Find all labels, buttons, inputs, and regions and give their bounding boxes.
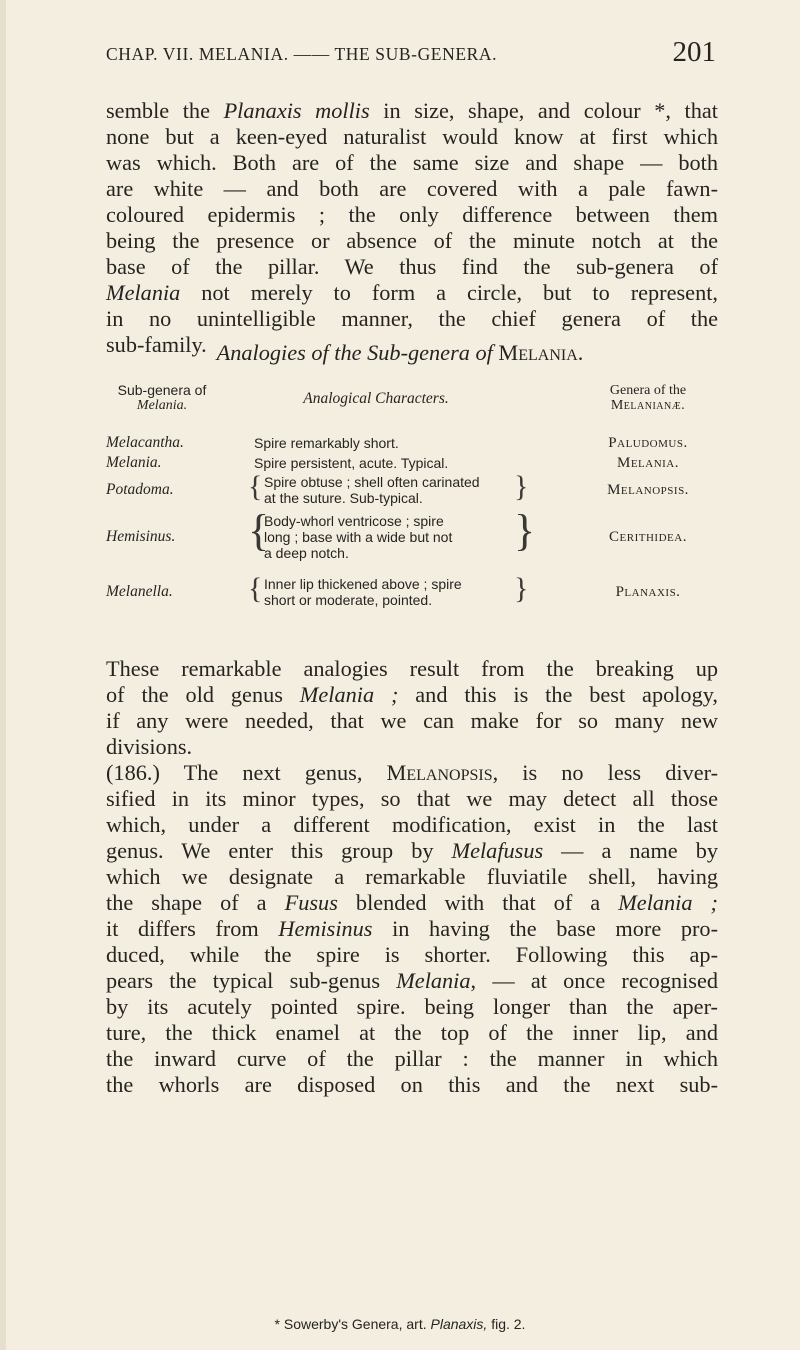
table-title: Analogies of the Sub-genera of Melania. bbox=[216, 340, 584, 365]
line: semble the Planaxis mollis in size, shape, and colour *, that bbox=[106, 98, 718, 123]
line: pears the typical sub-genus Melania, — at once recognised bbox=[106, 968, 718, 993]
paragraph-1 bbox=[106, 98, 718, 358]
col-header-characters: Analogical Characters. bbox=[303, 390, 449, 407]
line: sified in its minor types, so that we may detect all those bbox=[106, 786, 718, 811]
right-brace: } bbox=[514, 572, 529, 605]
row-subgenus: Potadoma. bbox=[106, 481, 174, 498]
line: in no unintelligible manner, the chief genera of the bbox=[106, 306, 718, 331]
row-characters: Spire remarkably short. bbox=[254, 435, 399, 451]
col-header-subgenera: Sub-genera of Melania. bbox=[117, 382, 207, 413]
right-brace: } bbox=[514, 506, 536, 555]
line: the shape of a Fusus blended with that of a Melania ; bbox=[106, 890, 718, 915]
line: being the presence or absence of the minute notch at the bbox=[106, 228, 718, 253]
line: by its acutely pointed spire. being longer than the aper- bbox=[106, 994, 718, 1019]
line: which, under a different modification, exist in the last bbox=[106, 812, 718, 837]
page-number: 201 bbox=[672, 36, 716, 68]
left-brace: { bbox=[248, 506, 270, 555]
line: genus. We enter this group by Melafusus — a name by bbox=[106, 838, 718, 863]
line: none but a keen-eyed naturalist would know at first which bbox=[106, 124, 718, 149]
line: sub-family. bbox=[106, 332, 207, 357]
line: coloured epidermis ; the only difference between them bbox=[106, 202, 718, 227]
row-genus: Paludomus. bbox=[608, 435, 688, 451]
row-subgenus: Melacantha. bbox=[106, 434, 184, 451]
paragraph-2 bbox=[106, 656, 718, 1098]
row-characters: Spire persistent, acute. Typical. bbox=[254, 455, 449, 471]
line: it differs from Hemisinus in having the base more pro- bbox=[106, 916, 718, 941]
col-header-genera: Genera of the Melanianæ. bbox=[609, 383, 687, 413]
right-brace: } bbox=[514, 470, 529, 503]
row-subgenus: Melanella. bbox=[106, 583, 173, 600]
row-genus: Planaxis. bbox=[615, 584, 681, 600]
line: (186.) The next genus, Melanopsis, is no less diver- bbox=[106, 760, 718, 785]
row-characters: Spire obtuse ; shell often carinated at the suture. Sub-typical. bbox=[264, 474, 480, 506]
row-characters: Body-whorl ventricose ; spire long ; base with a wide but not a deep notch. bbox=[264, 513, 453, 561]
row-characters: Inner lip thickened above ; spire short or moderate, pointed. bbox=[264, 576, 462, 608]
line: Melania not merely to form a circle, but to represent, bbox=[106, 280, 718, 305]
line: the inward curve of the pillar : the manner in which bbox=[106, 1046, 718, 1071]
line: are white — and both are covered with a pale fawn- bbox=[106, 176, 718, 201]
row-genus: Melanopsis. bbox=[607, 482, 689, 498]
running-header bbox=[106, 36, 716, 76]
line: of the old genus Melania ; and this is the best apology, bbox=[106, 682, 719, 707]
row-subgenus: Hemisinus. bbox=[106, 528, 176, 545]
line: base of the pillar. We thus find the sub-genera of bbox=[106, 254, 718, 279]
line: divisions. bbox=[106, 734, 193, 759]
left-brace: { bbox=[248, 470, 263, 503]
line: if any were needed, that we can make for so many new bbox=[106, 708, 718, 733]
page-edge-shadow bbox=[0, 0, 6, 1350]
row-genus: Cerithidea. bbox=[609, 529, 687, 545]
footnote: * Sowerby's Genera, art. Planaxis, fig. 2. bbox=[274, 1316, 526, 1332]
line: These remarkable analogies result from the breaking up bbox=[106, 656, 718, 681]
row-genus: Melania. bbox=[616, 455, 680, 471]
line: the whorls are disposed on this and the next sub- bbox=[106, 1072, 718, 1097]
running-head: CHAP. VII. MELANIA. —— THE SUB-GENERA. bbox=[106, 44, 498, 64]
line: which we designate a remarkable fluviatile shell, having bbox=[106, 864, 718, 889]
line: ture, the thick enamel at the top of the inner lip, and bbox=[106, 1020, 718, 1045]
left-brace: { bbox=[248, 572, 263, 605]
row-subgenus: Melania. bbox=[106, 454, 162, 471]
line: duced, while the spire is shorter. Following this ap- bbox=[106, 942, 718, 967]
line: was which. Both are of the same size and shape — both bbox=[106, 150, 718, 175]
